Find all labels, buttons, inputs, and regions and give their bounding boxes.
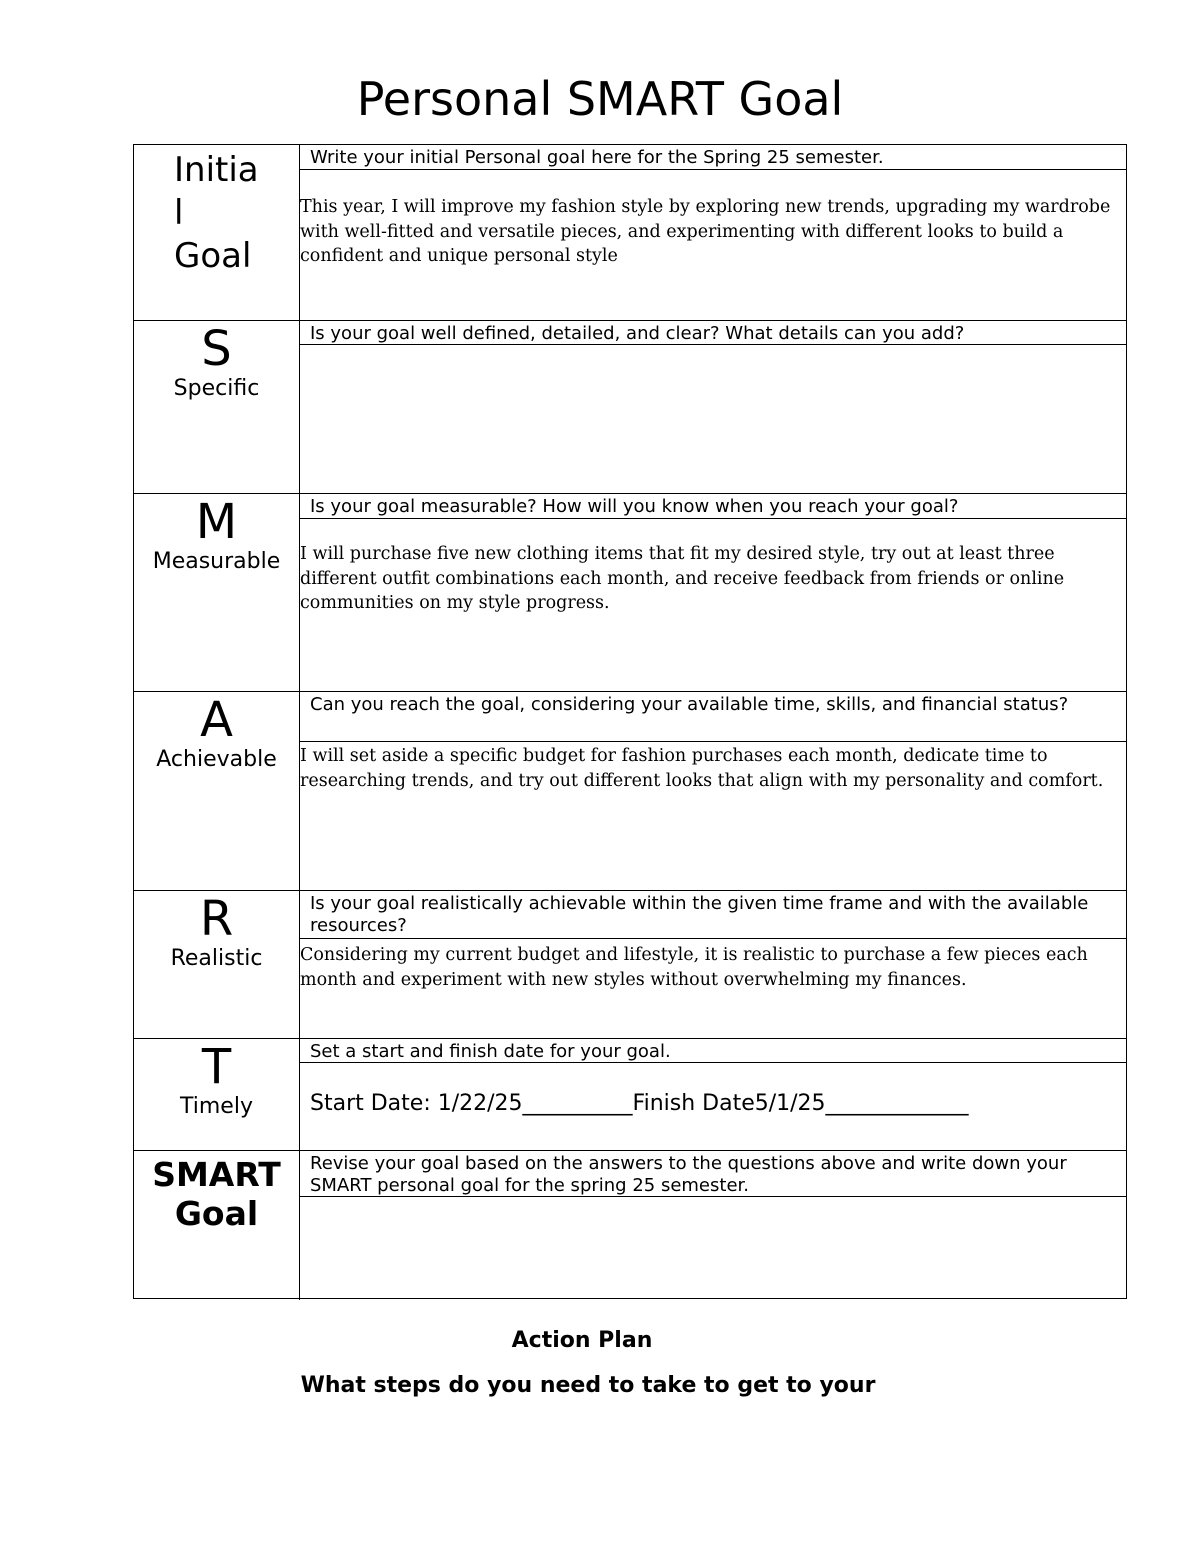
measurable-content: [300, 494, 1126, 691]
achievable-question: Can you reach the goal, considering your available time, skills, and financial status?: [300, 692, 1126, 742]
realistic-question: Is your goal realistically achievable within the given time frame and with the available resources?: [300, 891, 1126, 939]
smart-goal-content: [300, 1151, 1126, 1300]
initial-goal-question: Write your initial Personal goal here for the Spring 25 semester.: [300, 145, 1126, 170]
realistic-answer[interactable]: Considering my current budget and lifestyle, it is realistic to purchase a few pieces each month and experiment with new styles without overwhelming my finances.: [300, 945, 1088, 990]
measurable-label: [134, 494, 300, 691]
achievable-word: Achievable: [156, 747, 277, 772]
smart-goal-label-line1: SMART: [152, 1155, 281, 1194]
achievable-label: [134, 692, 300, 890]
measurable-word: Measurable: [152, 549, 281, 574]
smart-goal-table: [133, 144, 1127, 1299]
action-plan-title: Action Plan: [511, 1328, 653, 1353]
specific-letter: S: [201, 321, 232, 377]
measurable-question: Is your goal measurable? How will you know when you reach your goal?: [300, 494, 1126, 519]
initial-goal-label-line1: Initia: [174, 150, 259, 190]
timely-letter: T: [201, 1039, 232, 1095]
realistic-content: [300, 891, 1126, 1038]
timely-label: [134, 1039, 300, 1150]
initial-goal-answer[interactable]: This year, I will improve my fashion style by exploring new trends, upgrading my wardrobe with well-fitted and versatile pieces, and experimenting with different looks to build a confident and unique personal style: [300, 197, 1111, 266]
specific-question: Is your goal well defined, detailed, and clear? What details can you add?: [300, 321, 1126, 345]
smart-goal-answer[interactable]: [300, 1201, 1126, 1300]
specific-answer[interactable]: [300, 351, 1126, 493]
timely-word: Timely: [180, 1094, 253, 1119]
row-specific: [134, 321, 1126, 494]
achievable-letter: A: [200, 692, 233, 748]
specific-label: [134, 321, 300, 493]
realistic-label: [134, 891, 300, 1038]
timely-dates[interactable]: Start Date: 1/22/25__________Finish Date5/1/25_____________: [310, 1091, 969, 1116]
initial-goal-label: [134, 145, 300, 320]
action-plan-question: What steps do you need to take to get to your: [300, 1373, 876, 1398]
row-realistic: [134, 891, 1126, 1039]
initial-goal-label-line3: Goal: [174, 236, 252, 276]
initial-goal-label-line2: l: [174, 193, 184, 233]
row-initial-goal: [134, 145, 1126, 321]
page-title: Personal SMART Goal: [356, 72, 844, 126]
specific-content: [300, 321, 1126, 493]
row-measurable: [134, 494, 1126, 692]
row-timely: [134, 1039, 1126, 1151]
realistic-letter: R: [199, 891, 234, 947]
timely-content: [300, 1039, 1126, 1150]
smart-goal-question: Revise your goal based on the answers to the questions above and write down your SMART personal goal for the spring 25 semester.: [300, 1151, 1126, 1197]
specific-word: Specific: [173, 376, 260, 401]
achievable-content: [300, 692, 1126, 890]
row-achievable: [134, 692, 1126, 891]
smart-goal-label: [134, 1151, 300, 1300]
smart-goal-label-line2: Goal: [174, 1194, 259, 1233]
row-smart-goal: [134, 1151, 1126, 1300]
achievable-answer[interactable]: I will set aside a specific budget for fashion purchases each month, dedicate time to researching trends, and try out different looks that align with my personality and comfort.: [300, 746, 1104, 791]
timely-question: Set a start and finish date for your goal.: [300, 1039, 1126, 1063]
initial-goal-content: [300, 145, 1126, 320]
realistic-word: Realistic: [170, 946, 263, 971]
measurable-answer[interactable]: I will purchase five new clothing items that fit my desired style, try out at least three different outfit combinations each month, and receive feedback from friends or online communities on my style progress.: [300, 544, 1065, 613]
measurable-letter: M: [195, 494, 238, 550]
